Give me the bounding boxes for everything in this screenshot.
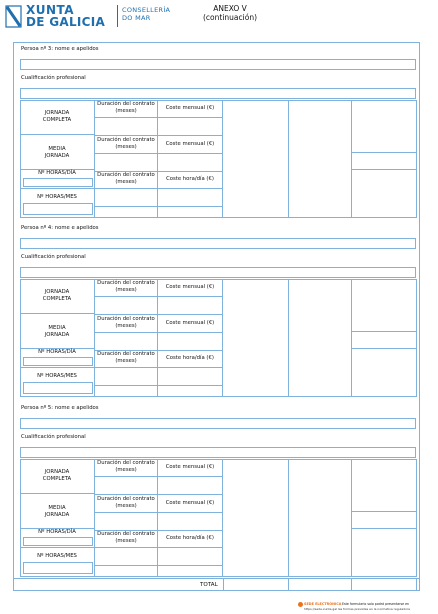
duracion-unit-3: (meses)	[115, 358, 137, 364]
coste-hora-label: Coste hora/día (€)	[166, 355, 214, 361]
person-name-field[interactable]	[20, 59, 416, 70]
column-divider-4	[288, 459, 289, 577]
duracion-label-1: Duración del contrato	[97, 280, 155, 286]
horas-mes-field[interactable]	[23, 562, 93, 574]
qualification-field[interactable]	[20, 88, 416, 99]
horas-dia-field[interactable]	[23, 178, 93, 187]
duracion-unit-1: (meses)	[115, 108, 137, 114]
horas-mes-label: Nº HORAS/MES	[37, 373, 77, 379]
person-name-field[interactable]	[20, 418, 416, 429]
qualification-label: Cualificación profesional	[21, 254, 86, 260]
duracion-unit-2: (meses)	[115, 144, 137, 150]
duracion-row-end-3	[94, 206, 222, 207]
duracion-unit-1: (meses)	[115, 287, 137, 293]
person-name-label: Persoa nº 3: nome e apelidos	[21, 46, 99, 52]
coste-mensual-label-1: Coste mensual (€)	[165, 464, 215, 470]
logo-divider	[117, 5, 118, 27]
right-cell-divider-2	[351, 348, 417, 349]
duracion-field-3[interactable]	[95, 368, 157, 384]
column-divider-3	[222, 279, 223, 397]
right-cell-divider-2	[351, 528, 417, 529]
left-divider-1	[20, 134, 94, 135]
duracion-row-end-1	[94, 494, 222, 495]
duracion-field-2[interactable]	[95, 333, 157, 349]
jornada-completa-label-1: JORNADA	[44, 289, 70, 295]
horas-mes-field[interactable]	[23, 382, 93, 394]
duracion-label-3: Duración del contrato	[97, 172, 155, 178]
duracion-row-end-1	[94, 314, 222, 315]
left-divider-3	[20, 188, 94, 189]
xunta-emblem-icon	[5, 5, 22, 28]
logo-line1: XUNTA	[26, 3, 75, 17]
duracion-unit-1: (meses)	[115, 467, 137, 473]
coste-field-2[interactable]	[158, 333, 221, 349]
duracion-row-end-3	[94, 565, 222, 566]
jornada-completa-label-2: COMPLETA	[42, 476, 72, 482]
duracion-label-2: Duración del contrato	[97, 137, 155, 143]
duracion-field-2[interactable]	[95, 154, 157, 170]
duracion-field-3[interactable]	[95, 548, 157, 564]
duracion-field-1[interactable]	[95, 477, 157, 493]
coste-mensual-label-2: Coste mensual (€)	[165, 320, 215, 326]
footer	[298, 601, 438, 613]
coste-field-1[interactable]	[158, 118, 221, 134]
header	[0, 0, 438, 40]
total-label: TOTAL	[200, 582, 218, 588]
column-divider-4	[288, 100, 289, 218]
media-jornada-label-1: MEDIA	[48, 146, 66, 152]
qualification-label: Cualificación profesional	[21, 75, 86, 81]
coste-field-1[interactable]	[158, 477, 221, 493]
left-divider-3	[20, 367, 94, 368]
qualification-field[interactable]	[20, 267, 416, 278]
person-name-field[interactable]	[20, 238, 416, 249]
total-field-1[interactable]	[223, 578, 289, 591]
duracion-unit-2: (meses)	[115, 503, 137, 509]
total-field-2[interactable]	[288, 578, 352, 591]
duracion-field-1[interactable]	[95, 297, 157, 313]
department-line1: CONSELLERÍA	[122, 6, 171, 14]
horas-mes-field[interactable]	[23, 203, 93, 215]
horas-dia-label: Nº HORAS/DÍA	[38, 170, 76, 176]
duracion-unit-3: (meses)	[115, 538, 137, 544]
coste-field-2[interactable]	[158, 513, 221, 529]
coste-field-3[interactable]	[158, 548, 221, 564]
coste-field-3[interactable]	[158, 368, 221, 384]
media-jornada-label-2: JORNADA	[44, 153, 70, 159]
coste-hora-label: Coste hora/día (€)	[166, 176, 214, 182]
right-cell-field[interactable]	[352, 332, 416, 347]
coste-hora-label: Coste hora/día (€)	[166, 535, 214, 541]
media-jornada-label-2: JORNADA	[44, 512, 70, 518]
duracion-row-end-1	[94, 135, 222, 136]
column-divider-3	[222, 100, 223, 218]
column-divider-4	[288, 279, 289, 397]
duracion-field-3[interactable]	[95, 189, 157, 205]
right-cell-field[interactable]	[352, 153, 416, 168]
coste-mensual-label-1: Coste mensual (€)	[165, 105, 215, 111]
media-jornada-label-1: MEDIA	[48, 325, 66, 331]
horas-dia-field[interactable]	[23, 537, 93, 546]
right-cell-field[interactable]	[352, 512, 416, 527]
media-jornada-label-2: JORNADA	[44, 332, 70, 338]
jornada-completa-label-1: JORNADA	[44, 469, 70, 475]
coste-mensual-label-2: Coste mensual (€)	[165, 141, 215, 147]
right-cell-divider-2	[351, 169, 417, 170]
horas-dia-label: Nº HORAS/DÍA	[38, 529, 76, 535]
sede-badge-icon	[298, 602, 303, 607]
person-name-label: Persoa nº 4: nome e apelidos	[21, 225, 99, 231]
logo-line2: DE GALICIA	[26, 15, 106, 29]
annex-title: ANEXO V	[213, 4, 247, 13]
horas-dia-label: Nº HORAS/DÍA	[38, 349, 76, 355]
department-line2: DO MAR	[122, 14, 151, 22]
coste-mensual-label-2: Coste mensual (€)	[165, 500, 215, 506]
duracion-unit-2: (meses)	[115, 323, 137, 329]
duracion-field-2[interactable]	[95, 513, 157, 529]
coste-field-2[interactable]	[158, 154, 221, 170]
jornada-completa-label-2: COMPLETA	[42, 117, 72, 123]
horas-mes-label: Nº HORAS/MES	[37, 553, 77, 559]
jornada-completa-label-1: JORNADA	[44, 110, 70, 116]
qualification-field[interactable]	[20, 447, 416, 458]
footer-note-line1: Este formulario solo podrá presentarse en	[342, 602, 410, 606]
left-divider-3	[20, 547, 94, 548]
horas-mes-label: Nº HORAS/MES	[37, 194, 77, 200]
media-jornada-label-1: MEDIA	[48, 505, 66, 511]
horas-dia-field[interactable]	[23, 357, 93, 366]
duracion-label-1: Duración del contrato	[97, 460, 155, 466]
qualification-label: Cualificación profesional	[21, 434, 86, 440]
duracion-label-3: Duración del contrato	[97, 531, 155, 537]
jornada-completa-label-2: COMPLETA	[42, 296, 72, 302]
left-divider-1	[20, 493, 94, 494]
coste-mensual-label-1: Coste mensual (€)	[165, 284, 215, 290]
person-name-label: Persoa nº 5: nome e apelidos	[21, 405, 99, 411]
duracion-label-1: Duración del contrato	[97, 101, 155, 107]
column-divider-3	[222, 459, 223, 577]
duracion-field-1[interactable]	[95, 118, 157, 134]
coste-field-1[interactable]	[158, 297, 221, 313]
footer-note-line2: https://sede.xunta.gal las formas previstas en la normativa reguladora	[304, 607, 410, 611]
duracion-label-3: Duración del contrato	[97, 351, 155, 357]
duracion-row-end-3	[94, 385, 222, 386]
duracion-unit-3: (meses)	[115, 179, 137, 185]
total-field-3[interactable]	[351, 578, 417, 591]
duracion-label-2: Duración del contrato	[97, 316, 155, 322]
coste-field-3[interactable]	[158, 189, 221, 205]
annex-subtitle: (continuación)	[203, 13, 257, 22]
left-divider-1	[20, 313, 94, 314]
sede-badge-label: SEDE ELECTRÓNICA	[304, 602, 342, 606]
duracion-label-2: Duración del contrato	[97, 496, 155, 502]
